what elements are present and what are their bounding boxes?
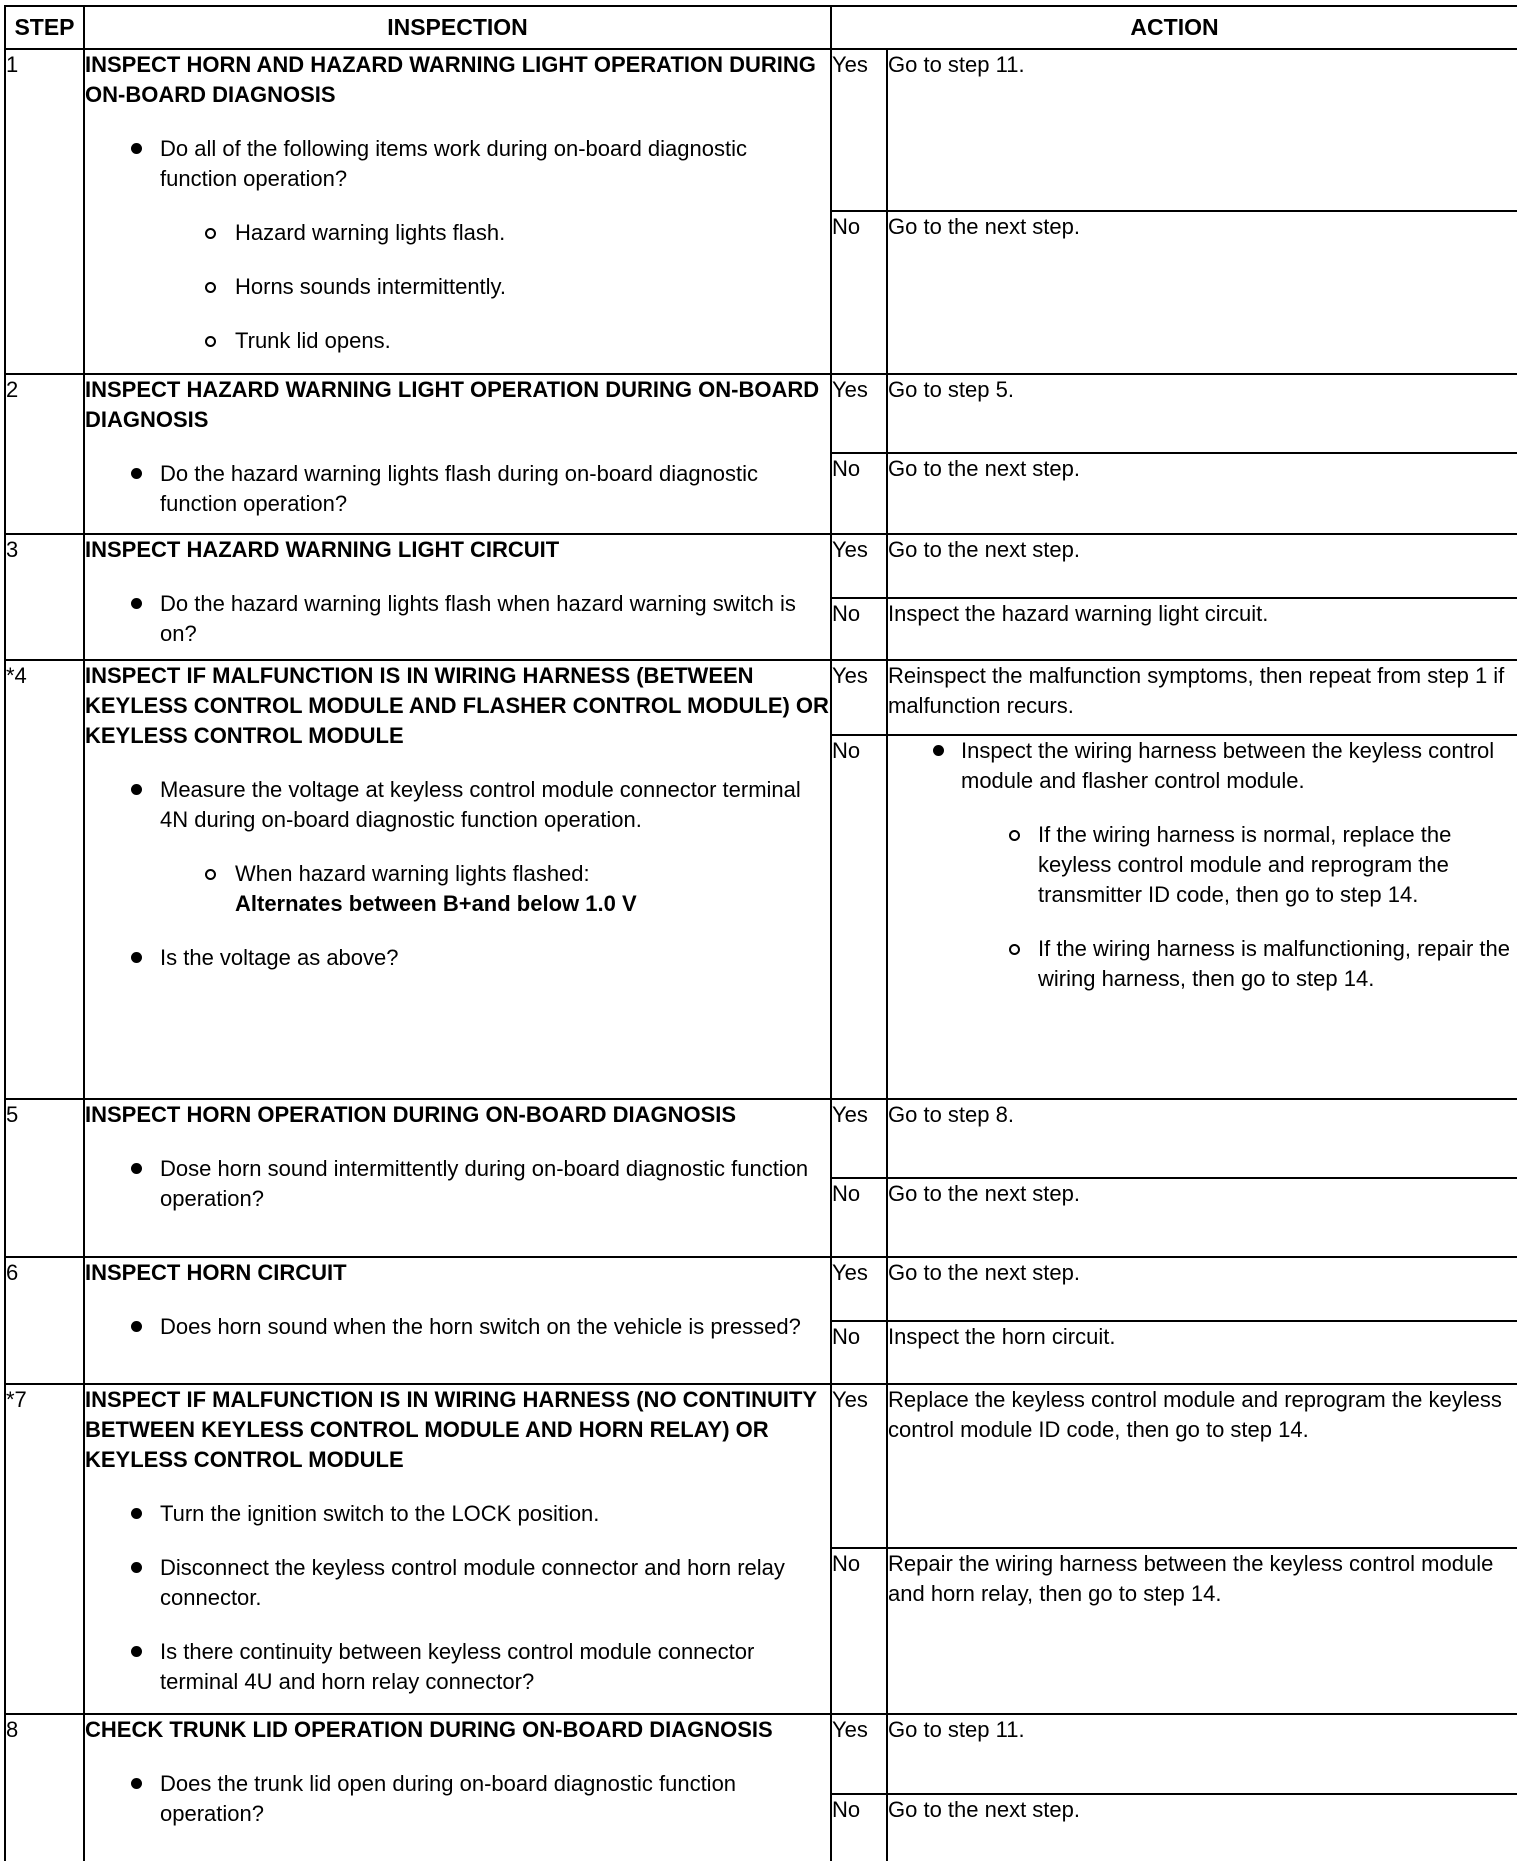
step-number: 2 [5,374,84,534]
step-number: 8 [5,1714,84,1861]
inspection-sub-bullet: Hazard warning lights flash. [85,218,830,248]
action-sub-bullet: If the wiring harness is malfunctioning, repair the wiring harness, then go to step 14. [888,934,1517,994]
inspection-bullet: Do all of the following items work during on-board diagnostic function operation? [85,134,830,194]
no-label: No [831,1548,887,1714]
step-column-header: STEP [5,6,84,49]
table-row [5,374,1517,453]
inspection-cell [84,1714,831,1861]
step-number: *4 [5,660,84,1099]
no-action: Repair the wiring harness between the keyless control module and horn relay, then go to step 14. [887,1548,1517,1714]
inspection-cell [84,374,831,534]
no-label: No [831,453,887,534]
inspection-cell [84,49,831,374]
inspection-sub-bullet [85,859,830,919]
step-number: *7 [5,1384,84,1714]
inspection-title: INSPECT IF MALFUNCTION IS IN WIRING HARNESS (NO CONTINUITY BETWEEN KEYLESS CONTROL MODULE AND HORN RELAY) OR KEYLESS CONTROL MODULE [85,1387,817,1472]
yes-label: Yes [831,1257,887,1321]
inspection-cell [84,534,831,660]
inspection-column-header: INSPECTION [84,6,831,49]
inspection-title: INSPECT HORN AND HAZARD WARNING LIGHT OPERATION DURING ON-BOARD DIAGNOSIS [85,52,816,107]
table-row [5,1257,1517,1321]
yes-label: Yes [831,660,887,735]
yes-action: Go to the next step. [887,1257,1517,1321]
action-sub-bullet: If the wiring harness is normal, replace the keyless control module and reprogram the transmitter ID code, then go to step 14. [888,820,1517,910]
table-row [5,1714,1517,1794]
table-header-row [5,6,1517,49]
yes-action: Go to step 11. [887,1714,1517,1794]
step-number: 5 [5,1099,84,1257]
no-label: No [831,1321,887,1384]
yes-action: Reinspect the malfunction symptoms, then repeat from step 1 if malfunction recurs. [887,660,1517,735]
step-number: 6 [5,1257,84,1384]
no-action: Go to the next step. [887,1178,1517,1257]
no-label: No [831,598,887,660]
inspection-bullet: Turn the ignition switch to the LOCK position. [85,1499,830,1529]
no-label: No [831,1178,887,1257]
no-action: Go to the next step. [887,211,1517,374]
inspection-bullet: Does horn sound when the horn switch on the vehicle is pressed? [85,1312,830,1342]
no-label: No [831,211,887,374]
yes-label: Yes [831,534,887,598]
inspection-bullet: Measure the voltage at keyless control module connector terminal 4N during on-board diagnostic function operation. [85,775,830,835]
inspection-cell [84,1384,831,1714]
inspection-title: INSPECT HAZARD WARNING LIGHT CIRCUIT [85,537,560,562]
inspection-bullet: Does the trunk lid open during on-board diagnostic function operation? [85,1769,830,1829]
no-action: Inspect the horn circuit. [887,1321,1517,1384]
inspection-cell [84,660,831,1099]
inspection-bullet: Dose horn sound intermittently during on-board diagnostic function operation? [85,1154,830,1214]
step-number: 3 [5,534,84,660]
inspection-title: INSPECT HORN OPERATION DURING ON-BOARD DIAGNOSIS [85,1102,737,1127]
no-action [887,735,1517,1099]
inspection-title: INSPECT IF MALFUNCTION IS IN WIRING HARNESS (BETWEEN KEYLESS CONTROL MODULE AND FLASHER CONTROL MODULE) OR KEYLESS CONTROL MODULE [85,663,829,748]
no-action: Inspect the hazard warning light circuit. [887,598,1517,660]
yes-action: Go to the next step. [887,534,1517,598]
action-column-header: ACTION [831,6,1517,49]
yes-label: Yes [831,1714,887,1794]
table-row [5,534,1517,598]
yes-label: Yes [831,1099,887,1178]
inspection-bullet: Do the hazard warning lights flash during on-board diagnostic function operation? [85,459,830,519]
no-action: Go to the next step. [887,1794,1517,1861]
inspection-sub-bullet: Horns sounds intermittently. [85,272,830,302]
table-row [5,1384,1517,1548]
diagnostic-procedure-document [4,5,1517,1861]
inspection-title: INSPECT HORN CIRCUIT [85,1260,347,1285]
inspection-bullet: Disconnect the keyless control module connector and horn relay connector. [85,1553,830,1613]
no-label: No [831,735,887,1099]
yes-label: Yes [831,1384,887,1548]
no-action: Go to the next step. [887,453,1517,534]
inspection-bullet: Do the hazard warning lights flash when hazard warning switch is on? [85,589,830,649]
inspection-bullet: Is there continuity between keyless control module connector terminal 4U and horn relay connector? [85,1637,830,1697]
table-row [5,49,1517,211]
step-number: 1 [5,49,84,374]
table-row [5,1099,1517,1178]
yes-action: Go to step 5. [887,374,1517,453]
yes-action: Replace the keyless control module and reprogram the keyless control module ID code, then go to step 14. [887,1384,1517,1548]
inspection-sub-bullet: Trunk lid opens. [85,326,830,356]
sub-bullet-text: When hazard warning lights flashed: [235,861,590,886]
yes-label: Yes [831,374,887,453]
no-label: No [831,1794,887,1861]
action-bullet: Inspect the wiring harness between the keyless control module and flasher control module. [888,736,1517,796]
yes-label: Yes [831,49,887,211]
yes-action: Go to step 8. [887,1099,1517,1178]
inspection-bullet: Is the voltage as above? [85,943,830,973]
inspection-title: INSPECT HAZARD WARNING LIGHT OPERATION DURING ON-BOARD DIAGNOSIS [85,377,820,432]
inspection-cell [84,1099,831,1257]
yes-action: Go to step 11. [887,49,1517,211]
inspection-cell [84,1257,831,1384]
table-row [5,660,1517,735]
diagnostic-table [4,5,1517,1861]
spec-value: Alternates between B+and below 1.0 V [235,891,637,916]
inspection-title: CHECK TRUNK LID OPERATION DURING ON-BOARD DIAGNOSIS [85,1717,773,1742]
